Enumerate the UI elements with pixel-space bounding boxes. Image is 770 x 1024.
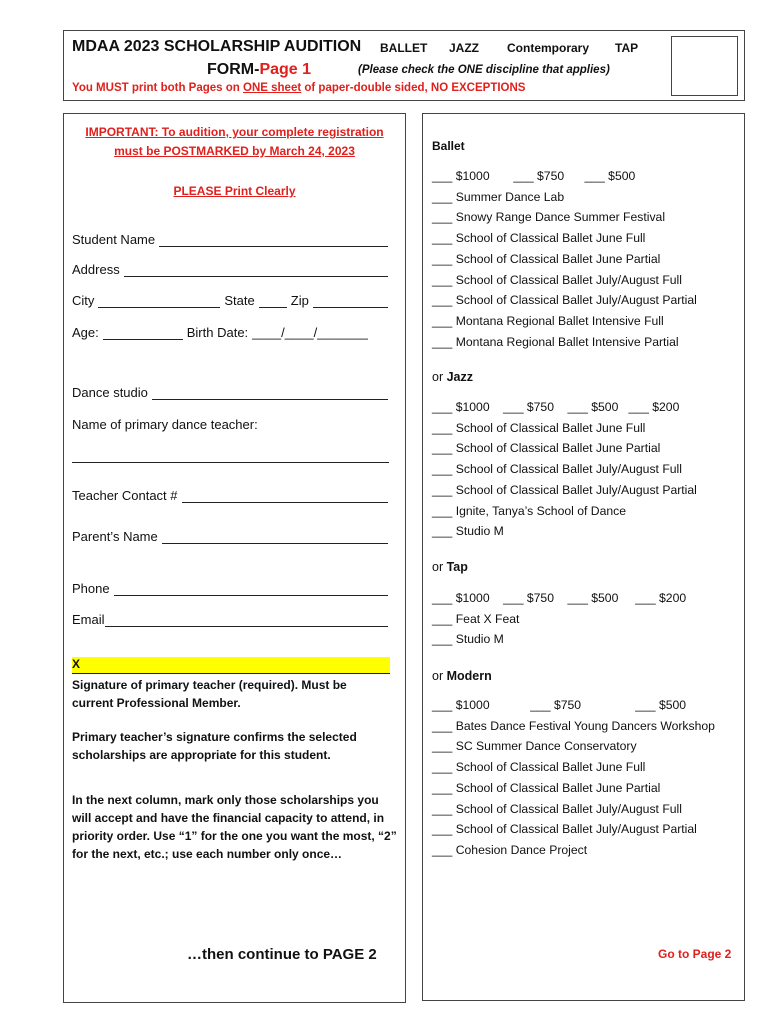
age-label: Age: [72,325,99,340]
city-state-zip-row [72,293,392,308]
state-line[interactable] [259,295,287,308]
email-label: Email [72,612,105,627]
instructions: In the next column, mark only those scholarships you will accept and have the financial capacity to attend, in priority order. Use “1” for the one you want the most, “2” for the next, etc.; use each number only once… [72,793,397,861]
zip-label: Zip [290,293,309,308]
parents-name-line[interactable] [162,531,388,544]
modern-heading [432,669,492,683]
primary-teacher-line[interactable] [72,462,389,463]
ballet-heading: Ballet [432,139,465,153]
primary-teacher-label: Name of primary dance teacher: [72,417,258,432]
modern-list [432,695,715,861]
teacher-contact-line[interactable] [182,490,388,503]
discipline-note: (Please check the ONE discipline that applies) [358,64,610,76]
jazz-item[interactable]: ___ School of Classical Ballet June Full [432,420,646,435]
jazz-heading-label: Jazz [446,370,473,384]
phone-field[interactable] [72,581,392,596]
modern-or: or [432,669,447,683]
print-warning-prefix: You MUST print both Pages on [72,82,244,94]
jazz-heading [432,370,473,384]
student-name-field[interactable] [72,232,392,247]
form-title: MDAA 2023 SCHOLARSHIP AUDITION [72,38,362,55]
modern-item[interactable]: ___ School of Classical Ballet July/August Partial [432,822,697,837]
phone-label: Phone [72,581,110,596]
ballet-item[interactable]: ___ School of Classical Ballet June Full [432,231,646,246]
modern-item[interactable]: ___ School of Classical Ballet June Partial [432,780,661,795]
modern-item[interactable]: ___ SC Summer Dance Conservatory [432,739,637,754]
important-line-1: IMPORTANT: To audition, your complete registration [85,125,384,139]
dance-studio-field[interactable] [72,385,392,400]
print-warning [72,82,525,94]
modern-item[interactable]: ___ School of Classical Ballet July/August Full [432,801,682,816]
address-label: Address [72,262,120,277]
age-line[interactable] [103,327,183,340]
print-warning-suffix: of paper-double sided, NO EXCEPTIONS [301,82,526,94]
age-birth-row [72,325,392,340]
discipline-ballet[interactable]: BALLET [380,41,428,55]
print-warning-underlined: ONE sheet [243,82,302,94]
discipline-contemporary[interactable]: Contemporary [507,41,590,55]
discipline-jazz[interactable]: JAZZ [449,41,479,55]
jazz-item[interactable]: ___ School of Classical Ballet July/August Full [432,462,682,477]
ballet-item[interactable]: ___ School of Classical Ballet July/August Full [432,272,682,287]
modern-heading-label: Modern [446,669,492,683]
birth-date-label: Birth Date: [186,325,249,340]
form-title-prefix: FORM- [207,61,260,78]
parents-name-field[interactable] [72,529,392,544]
ballet-item[interactable]: ___ Snowy Range Dance Summer Festival [432,210,666,225]
important-notice [63,123,406,161]
ballet-item[interactable]: ___ Montana Regional Ballet Intensive Full [432,313,664,328]
signature-x: X [72,657,81,671]
signature-confirm: Primary teacher’s signature confirms the selected scholarships are appropriate for this student. [72,730,357,762]
tap-heading [432,560,468,574]
modern-item[interactable]: ___ Bates Dance Festival Young Dancers Workshop [432,718,715,733]
ballet-item[interactable]: ___ Summer Dance Lab [432,189,565,204]
ballet-item[interactable]: ___ School of Classical Ballet July/August Partial [432,293,697,308]
dance-studio-line[interactable] [152,387,388,400]
jazz-item[interactable]: ___ School of Classical Ballet June Partial [432,441,661,456]
dance-studio-label: Dance studio [72,385,148,400]
jazz-amounts[interactable]: ___ $1000 ___ $750 ___ $500 ___ $200 [432,400,680,414]
teacher-contact-field[interactable] [72,488,392,503]
form-title-page [207,61,311,79]
modern-item[interactable]: ___ School of Classical Ballet June Full [432,760,646,775]
state-label: State [224,293,255,308]
ballet-item[interactable]: ___ Montana Regional Ballet Intensive Partial [432,334,679,349]
print-clearly: PLEASE Print Clearly [173,184,296,198]
signature-line[interactable] [72,657,390,674]
teacher-contact-label: Teacher Contact # [72,488,178,503]
jazz-item[interactable]: ___ Ignite, Tanya’s School of Dance [432,503,627,518]
student-name-label: Student Name [72,232,156,247]
parents-name-label: Parent’s Name [72,529,158,544]
address-line[interactable] [124,264,388,277]
email-line[interactable] [105,614,388,627]
discipline-tap[interactable]: TAP [615,41,639,55]
tap-item[interactable]: ___ Feat X Feat [432,611,520,626]
photo-box [671,36,738,96]
important-line-2: must be POSTMARKED by March 24, 2023 [114,144,355,158]
jazz-item[interactable]: ___ School of Classical Ballet July/August Partial [432,482,697,497]
continue-note: …then continue to PAGE 2 [187,946,377,963]
tap-or: or [432,560,447,574]
tap-amounts[interactable]: ___ $1000 ___ $750 ___ $500 ___ $200 [432,591,687,605]
jazz-list [432,397,697,542]
ballet-amounts[interactable]: ___ $1000 ___ $750 ___ $500 [432,169,636,183]
tap-list [432,588,686,650]
city-label: City [72,293,95,308]
modern-item[interactable]: ___ Cohesion Dance Project [432,842,588,857]
jazz-item[interactable]: ___ Studio M [432,524,504,539]
student-name-line[interactable] [159,234,388,247]
ballet-list [432,166,697,352]
ballet-item[interactable]: ___ School of Classical Ballet June Partial [432,251,661,266]
go-to-page-2: Go to Page 2 [658,947,732,961]
zip-line[interactable] [313,295,388,308]
jazz-or: or [432,370,447,384]
tap-heading-label: Tap [446,560,468,574]
address-field[interactable] [72,262,392,277]
birth-date-blank[interactable]: ____/____/_______ [252,325,368,340]
phone-line[interactable] [114,583,388,596]
signature-label: Signature of primary teacher (required). Must be current Professional Member. [72,678,347,710]
modern-amounts[interactable]: ___ $1000 ___ $750 ___ $500 [432,698,687,712]
page-label: Page 1 [259,61,312,78]
tap-item[interactable]: ___ Studio M [432,632,504,647]
city-line[interactable] [98,295,220,308]
email-field[interactable] [72,612,392,627]
